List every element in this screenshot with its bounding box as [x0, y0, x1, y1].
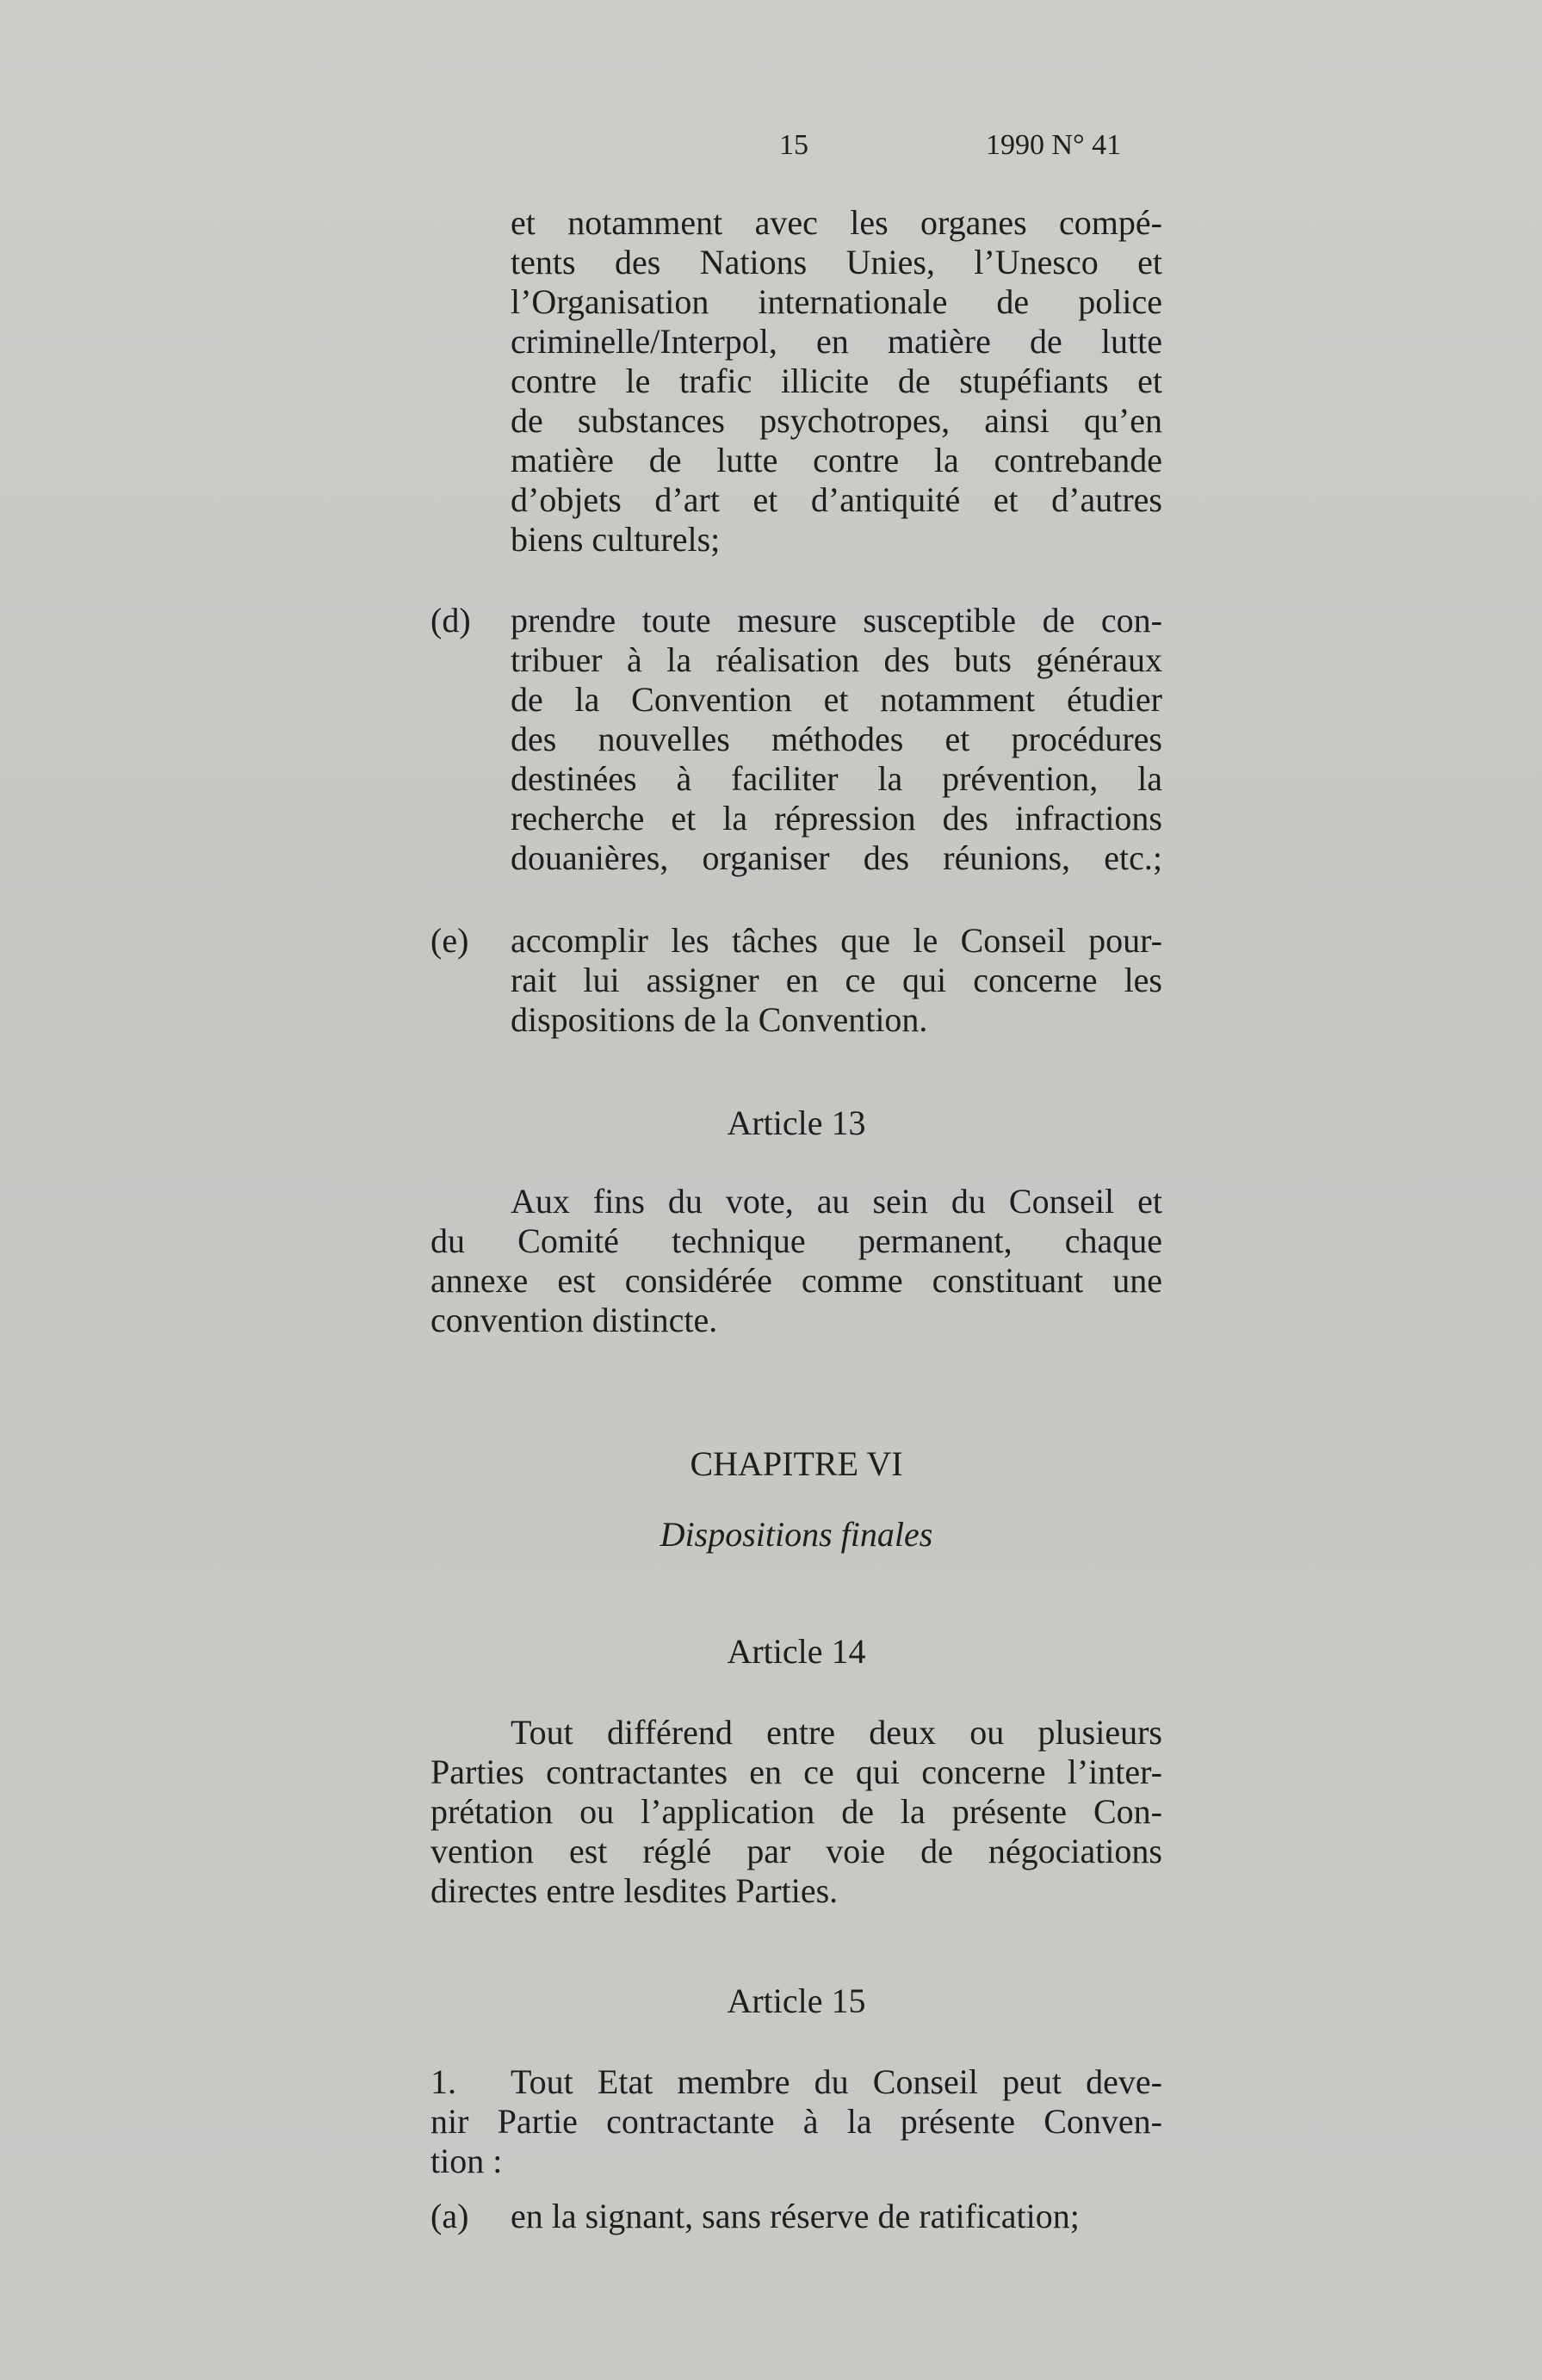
text-line: accomplir les tâches que le Conseil pour-	[511, 921, 1162, 960]
text-line: Tout Etat membre du Conseil peut deve-	[511, 2062, 1162, 2101]
text-line: de substances psychotropes, ainsi qu’en	[511, 401, 1162, 440]
text-line: douanières, organiser des réunions, etc.;	[511, 838, 1162, 877]
text-line: rait lui assigner en ce qui concerne les	[511, 961, 1162, 999]
text-line: convention distincte.	[430, 1301, 718, 1339]
item-label: (a)	[430, 2197, 469, 2235]
page-header	[430, 129, 1162, 170]
item-text	[511, 601, 1162, 878]
text-line: prétation ou l’application de la présente Con-	[430, 1792, 1162, 1831]
text-line: l’Organisation internationale de police	[511, 282, 1162, 321]
text-line: et notamment avec les organes compé-	[511, 203, 1162, 242]
article-13-heading: Article 13	[727, 1103, 866, 1142]
text-line: tribuer à la réalisation des buts généraux	[511, 640, 1162, 679]
text-line: annexe est considérée comme constituant une	[430, 1261, 1162, 1300]
text-line: matière de lutte contre la contrebande	[511, 441, 1162, 479]
text-line: vention est réglé par voie de négociations	[430, 1832, 1162, 1870]
chapter-subtitle: Dispositions finales	[660, 1515, 933, 1554]
text-line: dispositions de la Convention.	[511, 1000, 928, 1039]
text-line: d’objets d’art et d’antiquité et d’autres	[511, 480, 1162, 519]
text-line: du Comité technique permanent, chaque	[430, 1221, 1162, 1260]
paragraph-text	[430, 2062, 1162, 2181]
article-14-text	[430, 1713, 1162, 1911]
paragraph-label: 1.	[430, 2062, 456, 2101]
text-line: directes entre lesdites Parties.	[430, 1871, 839, 1910]
text-line: Parties contractantes en ce qui concerne l’inter-	[430, 1753, 1162, 1791]
text-line: prendre toute mesure susceptible de con-	[511, 601, 1162, 640]
text-line: en la signant, sans réserve de ratification;	[511, 2197, 1080, 2235]
article-14-heading: Article 14	[727, 1632, 866, 1671]
text-line: tion :	[430, 2142, 503, 2180]
article-15-paragraph-1	[430, 2062, 1162, 2181]
text-line: Aux fins du vote, au sein du Conseil et	[511, 1182, 1162, 1221]
text-line: tents des Nations Unies, l’Unesco et	[511, 243, 1162, 281]
item-text	[511, 2197, 1162, 2236]
article-13-text	[430, 1182, 1162, 1340]
text-line: contre le trafic illicite de stupéfiants et	[511, 362, 1162, 400]
text-line: de la Convention et notamment étudier	[511, 680, 1162, 719]
item-label: (e)	[430, 921, 469, 960]
text-line: recherche et la répression des infractions	[511, 799, 1162, 838]
text-line: biens culturels;	[511, 520, 721, 559]
page-number: 15	[779, 129, 808, 161]
text-line: destinées à faciliter la prévention, la	[511, 759, 1162, 798]
text-line: Tout différend entre deux ou plusieurs	[511, 1713, 1162, 1752]
item-c-continuation	[511, 203, 1162, 559]
item-text	[511, 921, 1162, 1040]
chapter-title: CHAPITRE VI	[690, 1444, 903, 1483]
item-label: (d)	[430, 601, 471, 640]
text-line: nir Partie contractante à la présente Conven-	[430, 2102, 1162, 2141]
year-number: 1990 N° 41	[986, 129, 1122, 161]
text-line: des nouvelles méthodes et procédures	[511, 720, 1162, 758]
text-line: criminelle/Interpol, en matière de lutte	[511, 322, 1162, 361]
article-15-heading: Article 15	[727, 1981, 866, 2020]
